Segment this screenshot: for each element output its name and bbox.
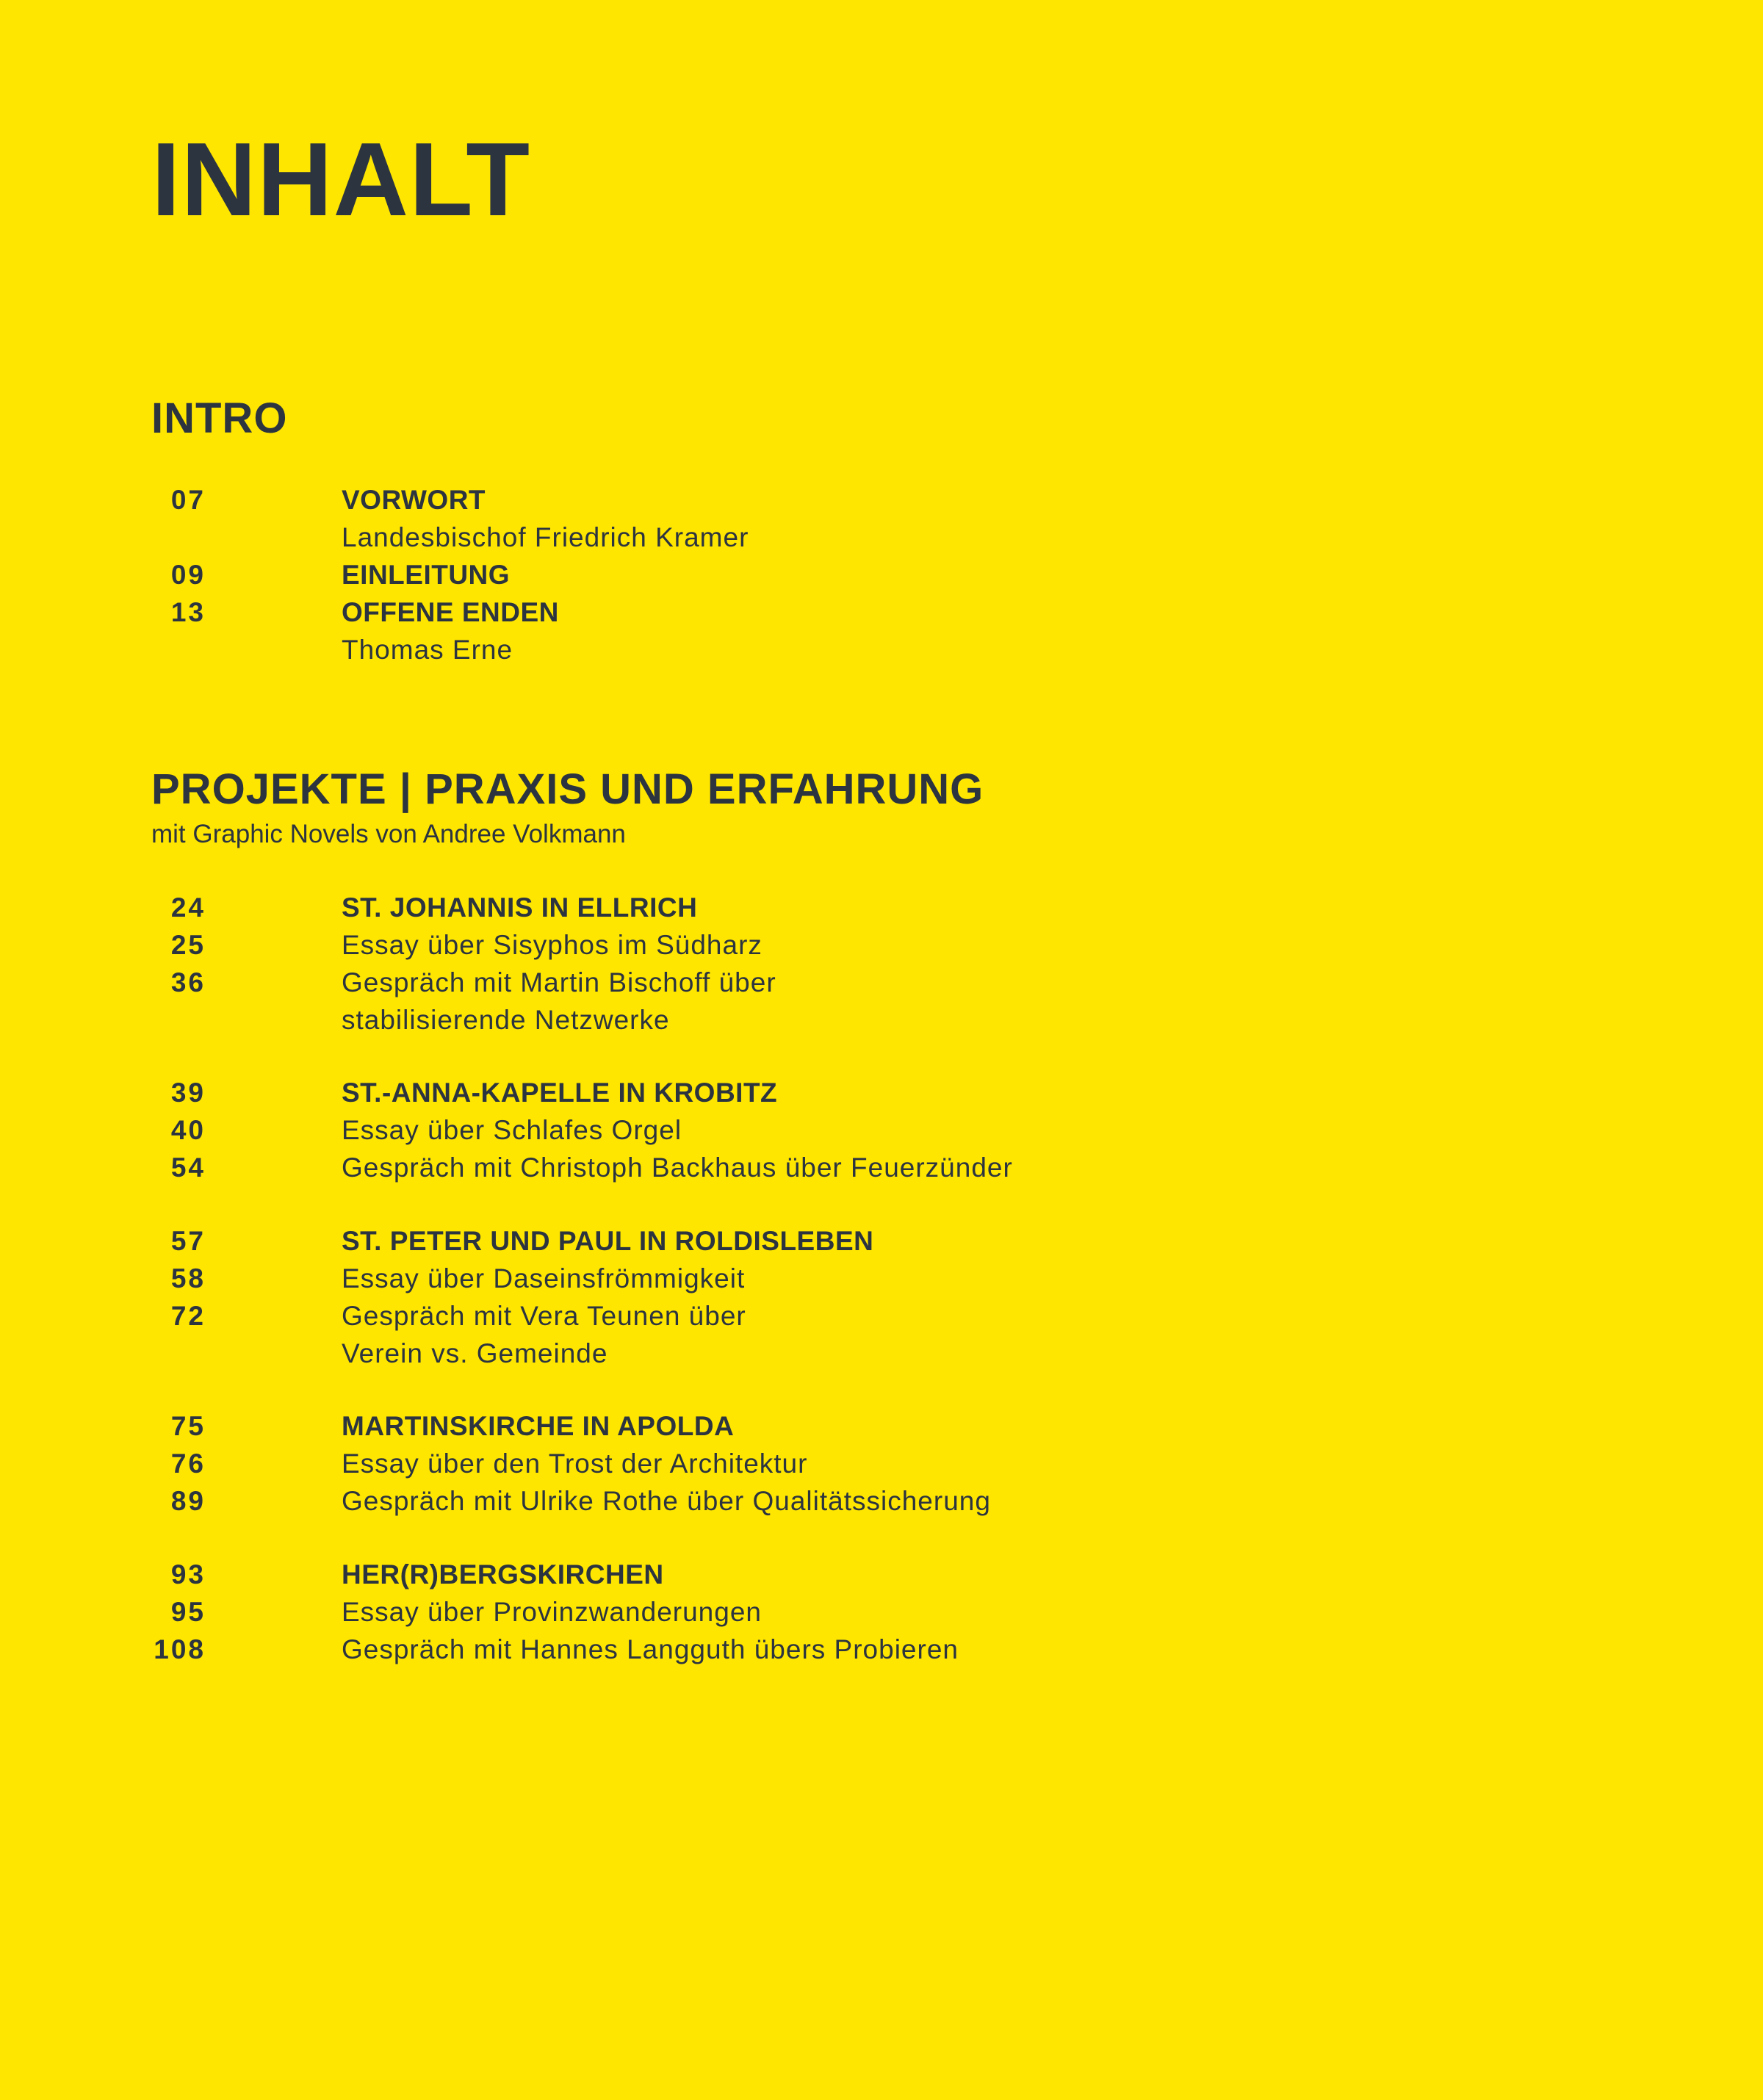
toc-page-number: 93 (170, 1559, 206, 1590)
toc-entry (151, 1260, 1180, 1297)
toc-page-number: 72 (170, 1301, 206, 1331)
toc-entry-title: ST. PETER UND PAUL IN ROLDISLEBEN (342, 1226, 874, 1256)
section-heading-projekte: PROJEKTE | PRAXIS UND ERFAHRUNG (151, 765, 984, 813)
toc-entry (151, 926, 1180, 964)
toc-group-krobitz (151, 1074, 1180, 1186)
toc-entry (151, 1149, 1180, 1186)
toc-page-number: 40 (170, 1115, 206, 1145)
toc-page-number: 09 (170, 560, 206, 590)
toc-entry-title: EINLEITUNG (342, 560, 511, 590)
toc-entry-text: Essay über Provinzwanderungen (342, 1597, 762, 1627)
toc-entry-text: stabilisierende Netzwerke (342, 1005, 670, 1035)
toc-entry-text: Gespräch mit Christoph Backhaus über Feuerzünder (342, 1152, 1013, 1183)
toc-entry (151, 1407, 1180, 1445)
toc-entry (151, 1556, 1180, 1593)
toc-group-roldisleben (151, 1222, 1180, 1372)
toc-entry (151, 556, 1180, 593)
page-title: INHALT (151, 121, 531, 238)
toc-page-number: 39 (170, 1078, 206, 1108)
toc-group-herbergskirchen (151, 1556, 1180, 1668)
toc-page-number: 75 (170, 1411, 206, 1441)
section-subtitle: mit Graphic Novels von Andree Volkmann (151, 820, 626, 848)
toc-entry-title: VORWORT (342, 485, 486, 515)
toc-entry (151, 631, 1180, 668)
toc-entry (151, 1482, 1180, 1520)
toc-entry-text: Essay über Schlafes Orgel (342, 1115, 682, 1145)
toc-page-number: 58 (170, 1263, 206, 1293)
toc-page-number: 07 (170, 485, 206, 515)
toc-entry (151, 1593, 1180, 1631)
toc-entry-text: Essay über Daseinsfrömmigkeit (342, 1263, 746, 1293)
toc-page-number: 76 (170, 1448, 206, 1479)
toc-entry (151, 1111, 1180, 1149)
toc-entry-text: Gespräch mit Ulrike Rothe über Qualitätssicherung (342, 1486, 991, 1516)
toc-entry (151, 1001, 1180, 1039)
toc-page-number: 57 (170, 1226, 206, 1256)
toc-entry-text: Thomas Erne (342, 635, 513, 665)
toc-entry (151, 1297, 1180, 1335)
toc-entry-text: Landesbischof Friedrich Kramer (342, 522, 749, 552)
toc-entry-text: Gespräch mit Martin Bischoff über (342, 967, 776, 997)
toc-entry-text: Essay über Sisyphos im Südharz (342, 930, 762, 960)
toc-entry-title: OFFENE ENDEN (342, 597, 559, 627)
toc-page-number: 54 (170, 1152, 206, 1183)
toc-page-number: 95 (170, 1597, 206, 1627)
toc-entry-text: Gespräch mit Vera Teunen über (342, 1301, 746, 1331)
toc-entry (151, 889, 1180, 926)
toc-group-apolda (151, 1407, 1180, 1520)
toc-group-intro (151, 481, 1180, 668)
toc-entry-title: ST.-ANNA-KAPELLE IN KROBITZ (342, 1078, 778, 1108)
toc-entry (151, 1335, 1180, 1372)
toc-entry-text: Essay über den Trost der Architektur (342, 1448, 808, 1479)
toc-entry (151, 593, 1180, 631)
toc-page-number: 25 (170, 930, 206, 960)
toc-entry (151, 519, 1180, 556)
toc-entry (151, 1222, 1180, 1260)
toc-page-number: 36 (170, 967, 206, 997)
toc-entry-text: Gespräch mit Hannes Langguth übers Probieren (342, 1634, 959, 1664)
toc-entry (151, 481, 1180, 519)
toc-entry (151, 1074, 1180, 1111)
toc-page-number: 13 (170, 597, 206, 627)
toc-entry (151, 1445, 1180, 1482)
toc-entry (151, 1631, 1180, 1668)
toc-entry-title: MARTINSKIRCHE IN APOLDA (342, 1411, 735, 1441)
section-heading-intro: INTRO (151, 394, 288, 442)
toc-entry (151, 964, 1180, 1001)
toc-page-number: 89 (170, 1486, 206, 1516)
toc-entry-title: HER(R)BERGSKIRCHEN (342, 1559, 664, 1590)
toc-page-number: 108 (154, 1634, 206, 1664)
toc-entry-title: ST. JOHANNIS IN ELLRICH (342, 892, 698, 923)
toc-page-number: 24 (170, 892, 206, 923)
toc-group-ellrich (151, 889, 1180, 1039)
toc-entry-text: Verein vs. Gemeinde (342, 1338, 608, 1368)
